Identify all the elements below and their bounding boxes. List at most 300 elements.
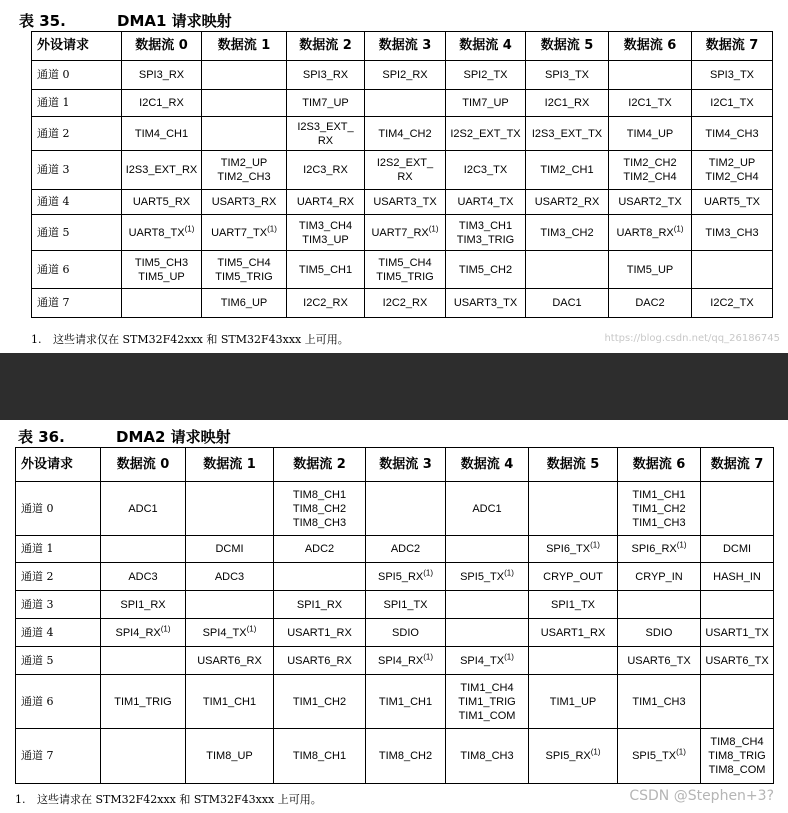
request-name: RX [397, 171, 413, 183]
request-cell [101, 591, 186, 619]
dma1-request-table [31, 31, 773, 318]
request-cell [526, 251, 609, 289]
footnote [15, 791, 322, 807]
header-stream-1: 数据流 1 [186, 448, 274, 482]
footnote-marker: (1) [428, 223, 439, 233]
request-name: TIM5_TRIG [376, 270, 434, 283]
request-cell [202, 117, 287, 151]
request-name: ADC1 [472, 502, 502, 515]
request-name: USART1_RX [540, 626, 606, 639]
request-cell [186, 619, 274, 647]
table-row [32, 215, 773, 251]
request-cell [609, 61, 692, 90]
request-name: TIM1_CH3 [632, 516, 686, 529]
request-cell [529, 536, 618, 563]
request-cell [529, 647, 618, 675]
request-cell [202, 190, 287, 215]
request-name: SDIO [645, 626, 673, 639]
request-cell [526, 190, 609, 215]
request-name: ADC3 [128, 570, 158, 583]
channel-label: 通道 0 [32, 61, 122, 90]
table-row [16, 563, 774, 591]
request-name: TIM1_CH3 [632, 695, 686, 708]
channel-label: 通道 1 [16, 536, 101, 563]
footnote-number: 1. [15, 793, 26, 806]
request-name: USART3_RX [211, 196, 277, 208]
request-cell [609, 289, 692, 318]
request-name: SDIO [392, 626, 419, 639]
request-cell [529, 675, 618, 729]
request-cell [202, 151, 287, 190]
request-cell [701, 536, 774, 563]
table-caption [18, 426, 231, 447]
request-name: UART7_TX$^{(1)}$ [211, 223, 277, 239]
request-name: SPI3_RX [302, 69, 349, 81]
request-name: SPI1_TX [383, 598, 428, 611]
request-cell [287, 251, 365, 289]
table-row [32, 61, 773, 90]
request-cell [366, 563, 446, 591]
request-name: TIM4_CH2 [378, 127, 432, 140]
request-cell [526, 151, 609, 190]
request-cell [529, 591, 618, 619]
request-cell [701, 619, 774, 647]
request-cell [186, 591, 274, 619]
request-name: HASH_IN [713, 570, 761, 583]
request-name: USART6_RX [197, 654, 262, 667]
request-name: DCMI [722, 543, 752, 555]
request-name: ADC2 [304, 543, 335, 555]
request-name: SPI3_RX [138, 69, 185, 81]
channel-label: 通道 1 [32, 90, 122, 117]
request-cell [618, 536, 701, 563]
request-cell [274, 482, 366, 536]
request-name: TIM1_TRIG [458, 695, 516, 708]
request-cell [122, 289, 202, 318]
request-cell [101, 482, 186, 536]
request-cell [446, 563, 529, 591]
table-caption [19, 10, 232, 31]
request-name: TIM8_CH2 [292, 502, 347, 515]
request-cell [365, 215, 446, 251]
request-cell [609, 151, 692, 190]
request-name: UART8_RX$^{(1)}$ [616, 223, 684, 239]
header-stream-2: 数据流 2 [274, 448, 366, 482]
request-cell [101, 729, 186, 784]
request-cell [202, 90, 287, 117]
request-name: TIM5_CH4 [378, 256, 432, 269]
request-name: SPI1_TX [550, 598, 596, 611]
channel-label: 通道 6 [16, 675, 101, 729]
request-cell [618, 675, 701, 729]
request-cell [526, 289, 609, 318]
request-name: TIM1_CH2 [292, 695, 347, 708]
request-name: TIM8_UP [206, 750, 253, 762]
request-name: TIM3_TRIG [456, 233, 515, 246]
channel-label: 通道 7 [32, 289, 122, 318]
dma2-request-table [15, 447, 774, 784]
footnote-marker: (1) [676, 540, 687, 550]
request-cell [274, 729, 366, 784]
footnote-marker: (1) [246, 623, 257, 633]
table-number: 表 36. [18, 428, 65, 446]
request-name: I2S2_EXT_TX [450, 127, 521, 140]
request-name: SPI1_RX [120, 598, 166, 611]
request-cell [365, 251, 446, 289]
table-row [32, 151, 773, 190]
request-name: TIM8_TRIG [708, 750, 766, 762]
request-name: TIM5_TRIG [215, 270, 273, 283]
request-cell [366, 647, 446, 675]
request-name: TIM7_UP [462, 97, 509, 109]
table-row [16, 591, 774, 619]
request-cell [692, 117, 773, 151]
header-stream-2: 数据流 2 [287, 32, 365, 61]
footnote-marker: (1) [423, 651, 434, 661]
watermark-url: https://blog.csdn.net/qq_26186745 [604, 333, 780, 344]
table-row [16, 619, 774, 647]
request-cell [366, 729, 446, 784]
header-stream-4: 数据流 4 [446, 448, 529, 482]
request-cell [529, 482, 618, 536]
request-cell [366, 675, 446, 729]
request-cell [446, 647, 529, 675]
request-cell [446, 289, 526, 318]
request-cell [446, 251, 526, 289]
request-name: DAC2 [635, 297, 665, 309]
request-name: TIM2_CH4 [705, 171, 759, 183]
request-name: TIM7_UP [302, 97, 349, 109]
request-name: I2C2_RX [382, 297, 428, 309]
header-stream-3: 数据流 3 [365, 32, 446, 61]
dma1-mapping-panel [0, 0, 788, 353]
request-name: SPI4_TX$^{(1)}$ [202, 623, 257, 639]
request-cell [609, 117, 692, 151]
header-stream-0: 数据流 0 [101, 448, 186, 482]
channel-label: 通道 3 [32, 151, 122, 190]
request-cell [446, 151, 526, 190]
request-name: UART4_TX [457, 196, 514, 208]
table-title: DMA2 请求映射 [116, 428, 231, 446]
request-cell [202, 251, 287, 289]
request-name: TIM5_CH1 [298, 263, 353, 276]
request-name: TIM3_CH3 [705, 226, 759, 239]
request-cell [692, 61, 773, 90]
request-cell [101, 647, 186, 675]
request-name: SPI2_RX [382, 69, 428, 81]
request-name: TIM2_UP [220, 157, 268, 169]
request-name: TIM2_CH2 [623, 157, 677, 169]
request-name: ADC3 [214, 570, 245, 583]
dma2-mapping-panel [0, 420, 788, 813]
request-name: TIM4_UP [626, 127, 674, 140]
request-cell [618, 619, 701, 647]
request-name: TIM4_CH3 [705, 127, 759, 140]
request-cell [366, 619, 446, 647]
request-name: DAC1 [552, 297, 582, 309]
request-name: USART2_RX [534, 196, 600, 208]
dark-separator [0, 353, 788, 420]
request-name: I2C1_TX [628, 97, 672, 109]
request-cell [446, 61, 526, 90]
request-name: I2S2_EXT_ [376, 157, 434, 169]
request-cell [366, 591, 446, 619]
request-name: TIM1_CH4 [460, 681, 514, 694]
request-cell [122, 251, 202, 289]
request-name: UART4_RX [296, 196, 355, 208]
header-stream-6: 数据流 6 [609, 32, 692, 61]
footnote-number: 1. [31, 333, 42, 346]
request-cell [122, 90, 202, 117]
table-row [32, 90, 773, 117]
header-stream-6: 数据流 6 [618, 448, 701, 482]
header-stream-3: 数据流 3 [366, 448, 446, 482]
request-name: I2S3_EXT_TX [531, 127, 603, 140]
request-cell [701, 563, 774, 591]
request-cell [526, 215, 609, 251]
table-row [16, 729, 774, 784]
table-title: DMA1 请求映射 [117, 12, 232, 30]
request-name: SPI4_RX$^{(1)}$ [115, 623, 171, 639]
request-name: TIM1_COM [458, 709, 516, 722]
request-name: I2C3_TX [463, 164, 508, 176]
request-name: TIM8_COM [708, 764, 766, 776]
request-cell [618, 647, 701, 675]
request-cell [701, 591, 774, 619]
table-row [32, 190, 773, 215]
request-cell [274, 619, 366, 647]
request-cell [122, 117, 202, 151]
channel-label: 通道 3 [16, 591, 101, 619]
request-cell [692, 190, 773, 215]
request-cell [365, 117, 446, 151]
request-name: I2C1_TX [710, 97, 754, 109]
request-name: TIM6_UP [220, 297, 268, 309]
table-row [16, 482, 774, 536]
request-name: I2S3_EXT_ [297, 120, 354, 133]
request-cell [609, 215, 692, 251]
request-name: USART3_TX [373, 196, 437, 208]
request-cell [692, 289, 773, 318]
footnote-marker: (1) [676, 747, 686, 757]
request-cell [618, 729, 701, 784]
request-name: USART6_TX [627, 654, 691, 667]
header-stream-0: 数据流 0 [122, 32, 202, 61]
request-name: SPI2_TX [463, 69, 508, 81]
table-row [32, 251, 773, 289]
footnote [31, 331, 349, 347]
header-peripheral-request: 外设请求 [32, 32, 122, 61]
request-cell [186, 729, 274, 784]
channel-label: 通道 4 [32, 190, 122, 215]
request-name: USART6_TX [705, 654, 769, 667]
request-name: SPI6_RX$^{(1)}$ [631, 540, 687, 555]
request-name: TIM4_CH1 [134, 127, 189, 140]
header-stream-7: 数据流 7 [701, 448, 774, 482]
request-cell [122, 190, 202, 215]
request-name: TIM8_CH2 [378, 750, 433, 762]
footnote-marker: (1) [504, 567, 514, 577]
table-row [16, 675, 774, 729]
request-cell [202, 61, 287, 90]
request-cell [618, 482, 701, 536]
request-name: TIM8_CH3 [460, 750, 514, 762]
request-name: SPI5_RX$^{(1)}$ [377, 567, 434, 583]
request-name: UART8_TX$^{(1)}$ [128, 223, 195, 239]
request-name: I2C1_RX [544, 97, 590, 109]
footnote-marker: (1) [673, 223, 684, 233]
request-cell [122, 151, 202, 190]
request-cell [101, 675, 186, 729]
channel-label: 通道 2 [16, 563, 101, 591]
header-stream-1: 数据流 1 [202, 32, 287, 61]
request-cell [701, 675, 774, 729]
request-cell [446, 591, 529, 619]
header-stream-5: 数据流 5 [529, 448, 618, 482]
request-name: SPI1_RX [296, 598, 343, 611]
request-cell [366, 482, 446, 536]
request-cell [609, 190, 692, 215]
request-name: TIM1_CH2 [632, 502, 686, 515]
request-cell [274, 647, 366, 675]
request-cell [202, 289, 287, 318]
footnote-marker: (1) [590, 747, 601, 757]
channel-label: 通道 5 [32, 215, 122, 251]
request-name: SPI6_TX$^{(1)}$ [546, 540, 600, 555]
request-cell [446, 215, 526, 251]
request-cell [365, 190, 446, 215]
footnote-marker: (1) [504, 651, 514, 661]
channel-label: 通道 2 [32, 117, 122, 151]
footnote-marker: (1) [590, 540, 600, 550]
footnote-text: 这些请求在 STM32F42xxx 和 STM32F43xxx 上可用。 [37, 793, 322, 806]
request-name: I2C3_RX [303, 164, 348, 176]
request-name: I2C1_RX [139, 97, 184, 109]
request-name: ADC1 [128, 502, 158, 515]
channel-label: 通道 0 [16, 482, 101, 536]
request-cell [701, 647, 774, 675]
header-stream-4: 数据流 4 [446, 32, 526, 61]
request-cell [122, 61, 202, 90]
request-name: TIM5_CH4 [217, 256, 271, 269]
request-name: ADC2 [390, 543, 421, 555]
request-name: CRYP_IN [635, 570, 683, 583]
table-row [32, 117, 773, 151]
request-name: USART2_TX [618, 196, 682, 208]
request-cell [609, 90, 692, 117]
request-cell [274, 675, 366, 729]
request-name: USART1_TX [705, 626, 769, 639]
footnote-marker: (1) [267, 223, 277, 233]
request-name: USART3_TX [453, 297, 518, 309]
request-cell [287, 61, 365, 90]
request-cell [526, 90, 609, 117]
request-name: TIM8_CH1 [292, 750, 347, 762]
request-name: TIM3_CH4 [298, 219, 353, 232]
request-cell [365, 61, 446, 90]
request-name: SPI4_TX$^{(1)}$ [460, 651, 514, 667]
request-name: RX [317, 134, 334, 147]
table-row [16, 536, 774, 563]
request-name: TIM5_UP [138, 270, 185, 283]
request-cell [287, 117, 365, 151]
request-cell [202, 215, 287, 251]
request-cell [186, 536, 274, 563]
request-name: TIM8_CH4 [710, 736, 764, 748]
request-name: I2S3_EXT_RX [125, 164, 198, 176]
request-cell [446, 675, 529, 729]
request-cell [609, 251, 692, 289]
request-cell [186, 482, 274, 536]
request-name: USART6_RX [287, 654, 352, 667]
request-cell [274, 563, 366, 591]
request-cell [101, 619, 186, 647]
table-row [32, 289, 773, 318]
table-row [16, 647, 774, 675]
request-cell [529, 619, 618, 647]
request-cell [287, 90, 365, 117]
request-cell [287, 151, 365, 190]
request-name: DCMI [215, 543, 244, 555]
table-number: 表 35. [19, 12, 66, 30]
request-cell [274, 591, 366, 619]
request-name: TIM2_CH1 [540, 164, 594, 176]
request-cell [701, 482, 774, 536]
request-cell [446, 117, 526, 151]
request-name: I2C2_TX [710, 297, 754, 309]
request-cell [618, 563, 701, 591]
request-cell [287, 190, 365, 215]
request-name: TIM5_CH2 [458, 263, 513, 276]
request-name: UART5_TX [703, 196, 761, 208]
channel-label: 通道 4 [16, 619, 101, 647]
request-cell [446, 482, 529, 536]
request-cell [101, 536, 186, 563]
request-cell [446, 90, 526, 117]
request-cell [274, 536, 366, 563]
request-cell [526, 117, 609, 151]
footnote-text: 这些请求仅在 STM32F42xxx 和 STM32F43xxx 上可用。 [53, 333, 349, 346]
request-cell [446, 190, 526, 215]
request-cell [365, 151, 446, 190]
request-cell [122, 215, 202, 251]
request-name: USART1_RX [287, 626, 352, 639]
channel-label: 通道 7 [16, 729, 101, 784]
request-name: SPI4_RX$^{(1)}$ [377, 651, 434, 667]
request-cell [287, 289, 365, 318]
request-cell [701, 729, 774, 784]
request-name: SPI5_RX$^{(1)}$ [545, 747, 601, 762]
request-cell [692, 215, 773, 251]
request-cell [287, 215, 365, 251]
request-name: TIM2_CH4 [623, 171, 677, 183]
request-name: TIM1_CH1 [202, 695, 257, 708]
request-name: SPI3_TX [544, 69, 590, 81]
request-name: TIM2_CH3 [217, 171, 271, 183]
header-stream-7: 数据流 7 [692, 32, 773, 61]
request-name: TIM3_CH1 [458, 219, 513, 232]
request-cell [186, 675, 274, 729]
watermark-csdn: CSDN @Stephen+3? [629, 788, 774, 804]
request-name: TIM5_UP [626, 263, 674, 276]
footnote-marker: (1) [423, 567, 434, 577]
request-name: TIM1_CH1 [632, 488, 686, 501]
request-name: I2C2_RX [303, 297, 348, 309]
request-name: TIM1_CH1 [378, 695, 433, 708]
request-cell [101, 563, 186, 591]
request-cell [692, 251, 773, 289]
footnote-marker: (1) [184, 223, 195, 233]
